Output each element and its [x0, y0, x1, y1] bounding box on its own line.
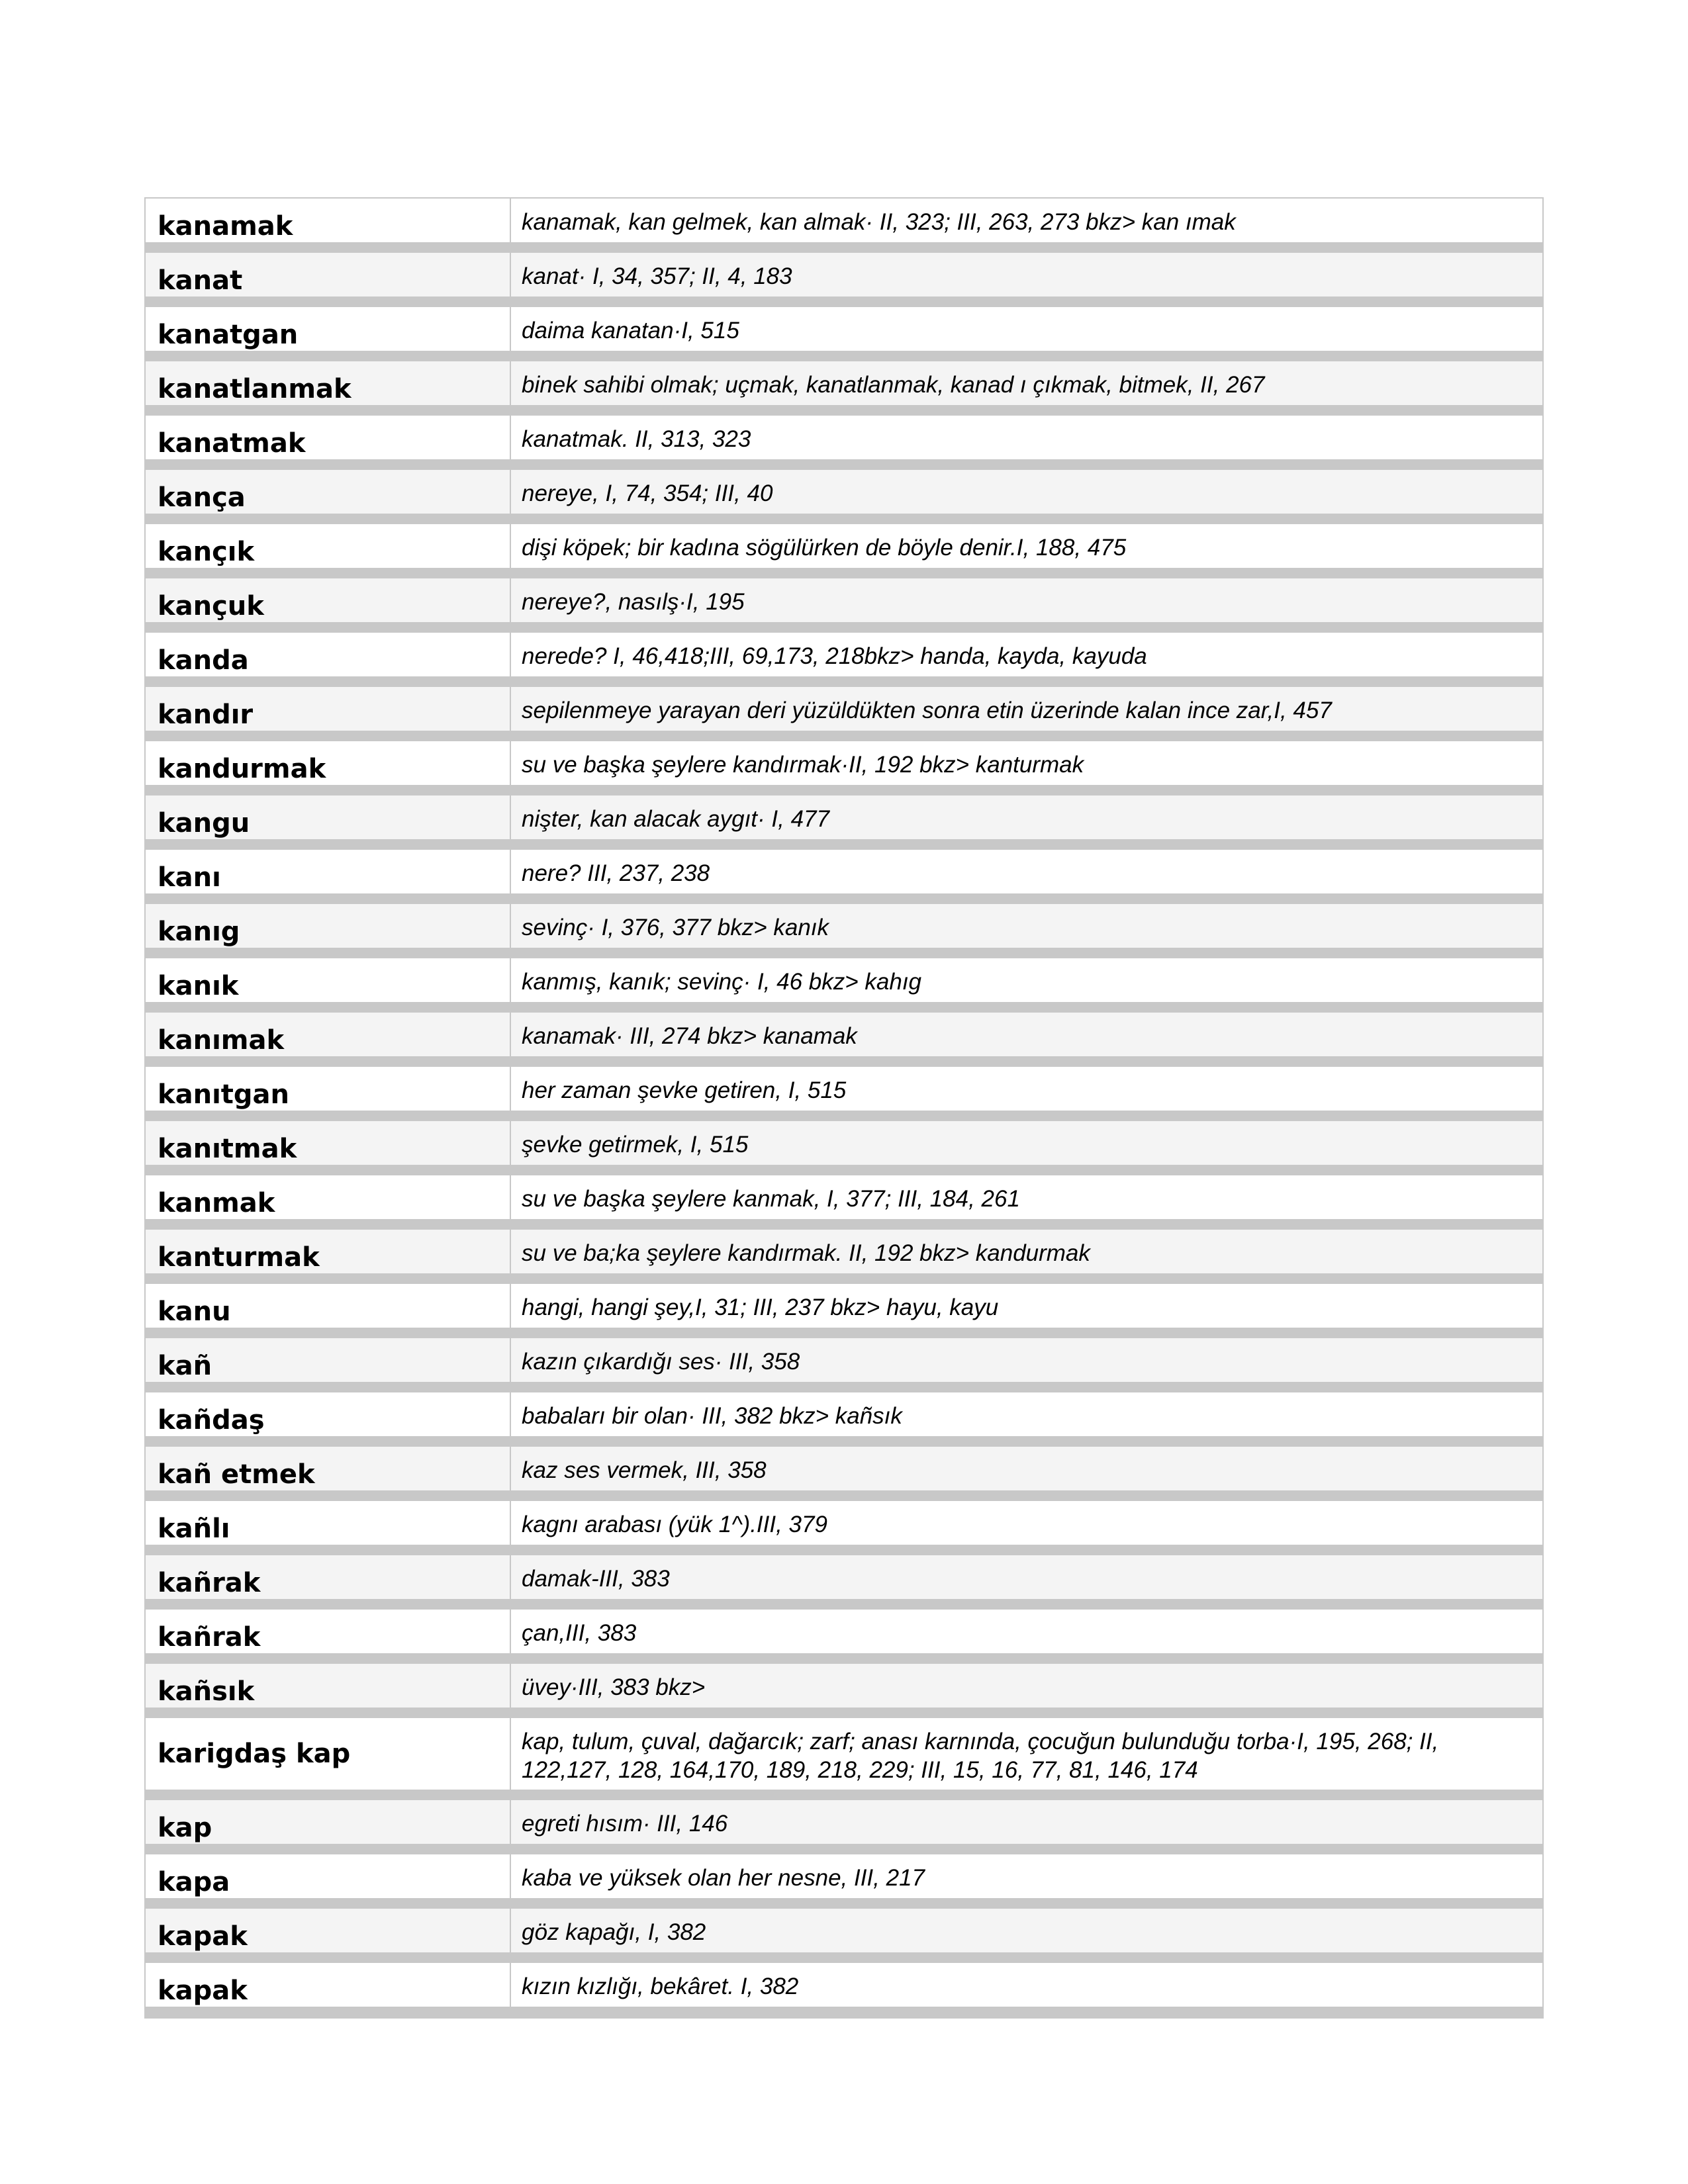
table-row: [146, 1392, 1542, 1447]
definition: nişter, kan alacak aygıt· I, 477: [522, 806, 829, 832]
headword: kanıtmak: [146, 1121, 511, 1165]
headword: kanatlanmak: [146, 361, 511, 405]
table-row: [146, 1447, 1542, 1501]
definition: şevke getirmek, I, 515: [522, 1132, 749, 1158]
definition: kazın çıkardığı ses· III, 358: [522, 1349, 800, 1375]
dictionary-table: [144, 197, 1544, 2019]
headword: kanda: [146, 633, 511, 676]
definition: üvey·III, 383 bkz>: [522, 1674, 706, 1700]
table-row: [146, 1854, 1542, 1909]
table-row: [146, 1718, 1542, 1800]
definition: çan,III, 383: [522, 1620, 637, 1646]
definition: nereye, I, 74, 354; III, 40: [522, 480, 773, 506]
table-row: [146, 1664, 1542, 1718]
table-row: [146, 687, 1542, 741]
headword: karigdaş kap: [146, 1718, 511, 1790]
table-row: [146, 958, 1542, 1013]
table-row: [146, 633, 1542, 687]
headword: kañdaş: [146, 1392, 511, 1436]
table-row: [146, 1555, 1542, 1610]
definition: göz kapağı, I, 382: [522, 1919, 706, 1945]
table-row: [146, 307, 1542, 361]
headword: kanamak: [146, 199, 511, 242]
table-row: [146, 1230, 1542, 1284]
table-row: [146, 524, 1542, 578]
headword: kanı: [146, 850, 511, 893]
table-row: [146, 904, 1542, 958]
definition: daima kanatan·I, 515: [522, 318, 739, 343]
headword: kañ etmek: [146, 1447, 511, 1490]
table-row: [146, 1175, 1542, 1230]
headword: kanmak: [146, 1175, 511, 1219]
definition: binek sahibi olmak; uçmak, kanatlanmak, kanad ı çıkmak, bitmek, II, 267: [522, 372, 1265, 398]
definition: kanamak, kan gelmek, kan almak· II, 323; III, 263, 273 bkz> kan ımak: [522, 209, 1236, 235]
headword: kanu: [146, 1284, 511, 1328]
definition: sepilenmeye yarayan deri yüzüldükten sonra etin üzerinde kalan ince zar,I, 457: [522, 698, 1332, 723]
table-row: [146, 796, 1542, 850]
definition: su ve ba;ka şeylere kandırmak. II, 192 bkz> kandurmak: [522, 1240, 1090, 1266]
definition: dişi köpek; bir kadına sögülürken de böyle denir.I, 188, 475: [522, 535, 1127, 561]
headword: kañrak: [146, 1555, 511, 1599]
table-row: [146, 253, 1542, 307]
definition: nerede? I, 46,418;III, 69,173, 218bkz> handa, kayda, kayuda: [522, 643, 1147, 669]
table-row: [146, 361, 1542, 416]
headword: kapak: [146, 1963, 511, 2007]
definition: su ve başka şeylere kanmak, I, 377; III, 184, 261: [522, 1186, 1020, 1212]
table-row: [146, 1013, 1542, 1067]
definition: her zaman şevke getiren, I, 515: [522, 1077, 847, 1103]
definition: kanmış, kanık; sevinç· I, 46 bkz> kahıg: [522, 969, 922, 995]
table-row: [146, 1338, 1542, 1392]
table-row: [146, 1909, 1542, 1963]
headword: kanık: [146, 958, 511, 1002]
headword: kanatgan: [146, 307, 511, 351]
headword: kanıg: [146, 904, 511, 948]
definition: babaları bir olan· III, 382 bkz> kañsık: [522, 1403, 902, 1429]
definition: hangi, hangi şey,I, 31; III, 237 bkz> hayu, kayu: [522, 1295, 999, 1320]
headword: kañ: [146, 1338, 511, 1382]
headword: kanımak: [146, 1013, 511, 1056]
headword: kanatmak: [146, 416, 511, 459]
headword: kançık: [146, 524, 511, 568]
headword: kapa: [146, 1854, 511, 1898]
definition: kanatmak. II, 313, 323: [522, 426, 751, 452]
table-row: [146, 416, 1542, 470]
table-row: [146, 199, 1542, 253]
table-row: [146, 578, 1542, 633]
definition: kızın kızlığı, bekâret. I, 382: [522, 1974, 799, 1999]
table-row: [146, 1067, 1542, 1121]
table-row: [146, 470, 1542, 524]
headword: kanıtgan: [146, 1067, 511, 1111]
headword: kandır: [146, 687, 511, 731]
definition: nereye?, nasılş·I, 195: [522, 589, 745, 615]
table-row: [146, 1963, 1542, 2017]
definition: kanat· I, 34, 357; II, 4, 183: [522, 263, 792, 289]
table-row: [146, 741, 1542, 796]
headword: kañsık: [146, 1664, 511, 1707]
headword: kañrak: [146, 1610, 511, 1653]
definition: egreti hısım· III, 146: [522, 1811, 728, 1837]
definition: kagnı arabası (yük 1^).III, 379: [522, 1512, 827, 1537]
table-row: [146, 1800, 1542, 1854]
definition: damak-III, 383: [522, 1566, 670, 1592]
table-row: [146, 1284, 1542, 1338]
headword: kandurmak: [146, 741, 511, 785]
definition: kaba ve yüksek olan her nesne, III, 217: [522, 1865, 925, 1891]
definition: kaz ses vermek, III, 358: [522, 1457, 767, 1483]
table-row: [146, 1121, 1542, 1175]
headword: kañlı: [146, 1501, 511, 1545]
definition: kap, tulum, çuval, dağarcık; zarf; anası karnında, çocuğun bulunduğu torba·I, 195, 268; II, 122,127, 128, 164,170, 189, 218, 229; III, 15, 16, 77, 81, 146, 174: [522, 1729, 1439, 1783]
headword: kançuk: [146, 578, 511, 622]
definition: nere? III, 237, 238: [522, 860, 710, 886]
headword: kança: [146, 470, 511, 514]
headword: kanat: [146, 253, 511, 296]
headword: kap: [146, 1800, 511, 1844]
definition: kanamak· III, 274 bkz> kanamak: [522, 1023, 857, 1049]
headword: kangu: [146, 796, 511, 839]
headword: kapak: [146, 1909, 511, 1952]
table-row: [146, 1610, 1542, 1664]
table-row: [146, 1501, 1542, 1555]
definition: sevinç· I, 376, 377 bkz> kanık: [522, 915, 829, 940]
definition: su ve başka şeylere kandırmak·II, 192 bkz> kanturmak: [522, 752, 1084, 778]
headword: kanturmak: [146, 1230, 511, 1273]
table-row: [146, 850, 1542, 904]
